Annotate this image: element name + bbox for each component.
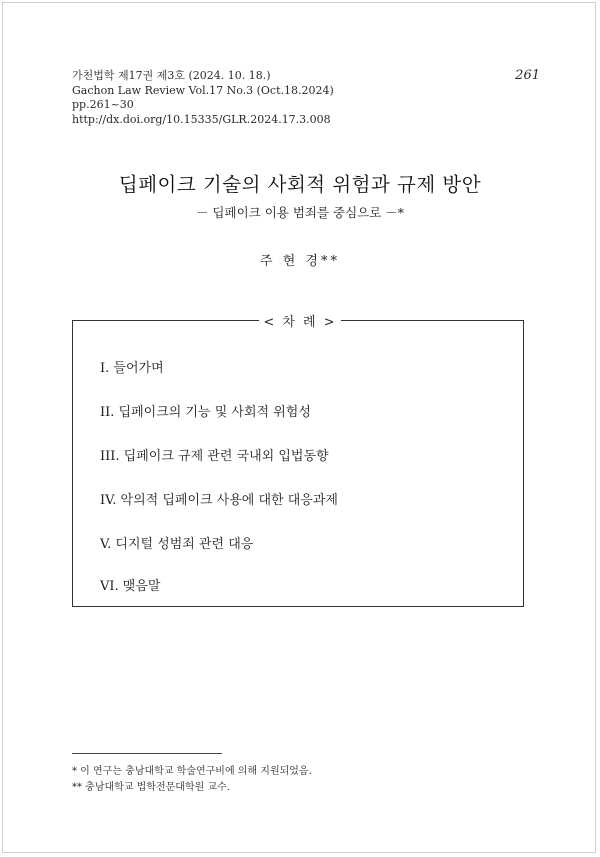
toc-item-6[interactable]: VI. 맺음말 [100, 579, 161, 594]
footnote-funding: * 이 연구는 충남대학교 학술연구비에 의해 지원되었음. [72, 766, 312, 777]
toc-heading [0, 311, 600, 330]
footnote-affiliation: ** 충남대학교 법학전문대학원 교수. [72, 782, 230, 793]
author-name: 주 현 경** [260, 254, 340, 269]
paper-title: 딥페이크 기술의 사회적 위험과 규제 방안 [118, 173, 482, 196]
journal-header [72, 69, 334, 127]
toc-item-4[interactable]: IV. 악의적 딥페이크 사용에 대한 대응과제 [100, 493, 338, 508]
journal-citation-english: Gachon Law Review Vol.17 No.3 (Oct.18.2024) [72, 83, 334, 97]
doi-link[interactable]: http://dx.doi.org/10.15335/GLR.2024.17.3.008 [72, 112, 331, 126]
page-number: 261 [515, 68, 540, 83]
toc-item-2[interactable]: II. 딥페이크의 기능 및 사회적 위험성 [100, 405, 311, 420]
toc-item-3[interactable]: III. 딥페이크 규제 관련 국내외 입법동향 [100, 449, 329, 464]
toc-item-5[interactable]: V. 디지털 성범죄 관련 대응 [100, 537, 254, 552]
journal-citation-korean: 가천법학 제17권 제3호 (2024. 10. 18.) [72, 69, 271, 82]
footnote-divider [72, 753, 222, 754]
toc-item-1[interactable]: I. 들어가며 [100, 361, 164, 376]
paper-subtitle: － 딥페이크 이용 범죄를 중심으로 －* [195, 205, 405, 220]
toc-heading-label: < 차 례 > [259, 315, 340, 330]
page-range: pp.261~30 [72, 98, 134, 111]
